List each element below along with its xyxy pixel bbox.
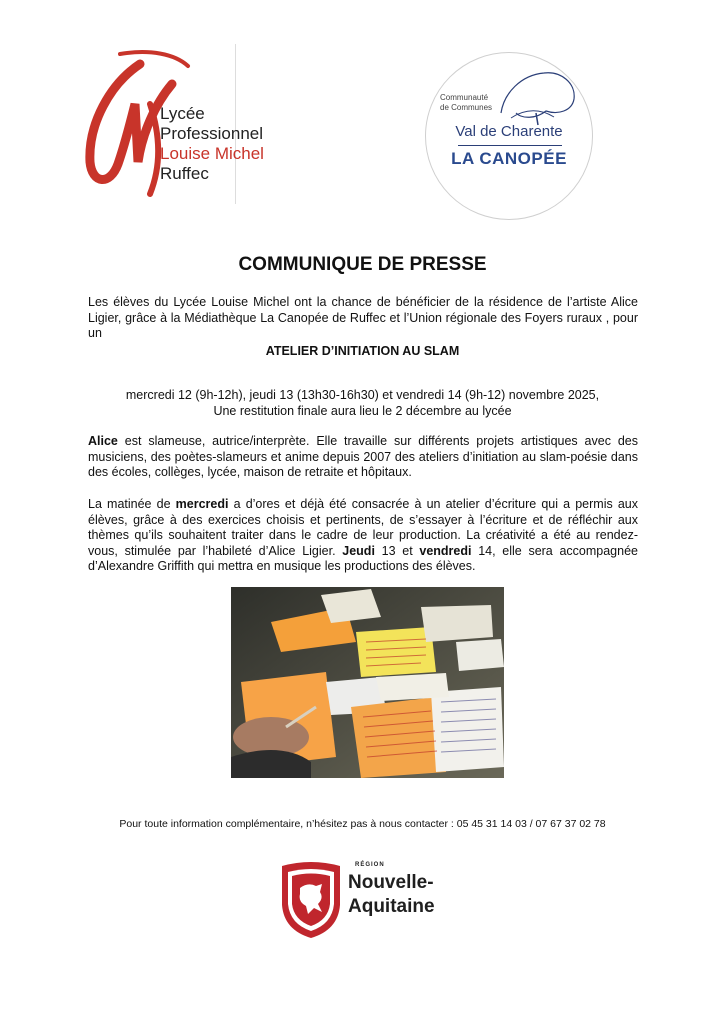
p3-part-c: a d’ores et déjà été consacrée à un atelier d’écriture qui a permis aux élèves, grâce à des exercices choisis et pertinents, de s’essayer à l’écriture et de réfléchir aux thèmes qu’ils souhaitent traiter dans le cadre de leur production. La créativité a été au rendez-vous, stimulée par l’habileté d’Alice Ligier. (88, 497, 638, 558)
alice-name: Alice (88, 434, 118, 448)
p3-part-a: La matinée de (88, 497, 176, 511)
intro-paragraph: Les élèves du Lycée Louise Michel ont la chance de bénéficier de la résidence de l’artiste Alice Ligier, grâce à la Médiathèque La Canopée de Ruffec et l’Union régionale des Foyers ruraux , pour un (88, 295, 638, 340)
alice-paragraph (88, 434, 638, 481)
p3-mercredi: mercredi (175, 497, 229, 511)
canopee-divider (458, 145, 562, 146)
alice-text: est slameuse, autrice/interprète. Elle travaille sur différents projets artistiques avec des musiciens, des poètes-slameurs et anime depuis 2007 des ateliers d’initiation au slam-poésie dans des écoles, collèges, lycée, maison de retraite et hôpitaux. (88, 434, 638, 479)
canopee-logo (425, 52, 593, 220)
region-line1: Nouvelle- (348, 872, 434, 893)
p3-part-e: 13 et (374, 543, 420, 558)
dates-line-2: Une restitution finale aura lieu le 2 décembre au lycée (213, 404, 512, 418)
page-title: COMMUNIQUE DE PRESSE (238, 254, 487, 275)
lycee-logo (80, 44, 264, 204)
workshop-photo (231, 587, 504, 778)
lycee-line1: Lycée (160, 104, 205, 123)
canopee-brand: LA CANOPÉE (451, 149, 567, 168)
canopee-line2: de Communes (440, 103, 493, 112)
dates-line-1: mercredi 12 (9h-12h), jeudi 13 (13h30-16h30) et vendredi 14 (9h-12) novembre 2025, (125, 388, 600, 402)
lycee-line3: Louise Michel (160, 144, 264, 163)
contact-line: Pour toute information complémentaire, n’hésitez pas à nous contacter : 05 45 31 14 03 / 07 67 37 02 78 (119, 818, 606, 830)
canopee-line1: Communauté (440, 93, 489, 102)
lion-shield-icon (278, 860, 344, 940)
p3-part-g: 14, elle sera accompagnée d’Alexandre Griffith qui mettra en musique les productions des élèves. (88, 543, 638, 573)
lycee-line4: Ruffec (160, 164, 209, 183)
p3-vendredi: vendredi (419, 543, 472, 558)
region-small-label: RÉGION (355, 862, 385, 868)
p3-jeudi: Jeudi (342, 543, 375, 558)
canopee-name: Val de Charente (455, 123, 563, 140)
atelier-heading: ATELIER D’INITIATION AU SLAM (265, 344, 460, 358)
lycee-line2: Professionnel (160, 124, 264, 143)
region-logo (278, 856, 453, 942)
workshop-paragraph (88, 497, 638, 575)
photo-illustration (231, 587, 504, 778)
region-line2: Aquitaine (348, 896, 435, 917)
